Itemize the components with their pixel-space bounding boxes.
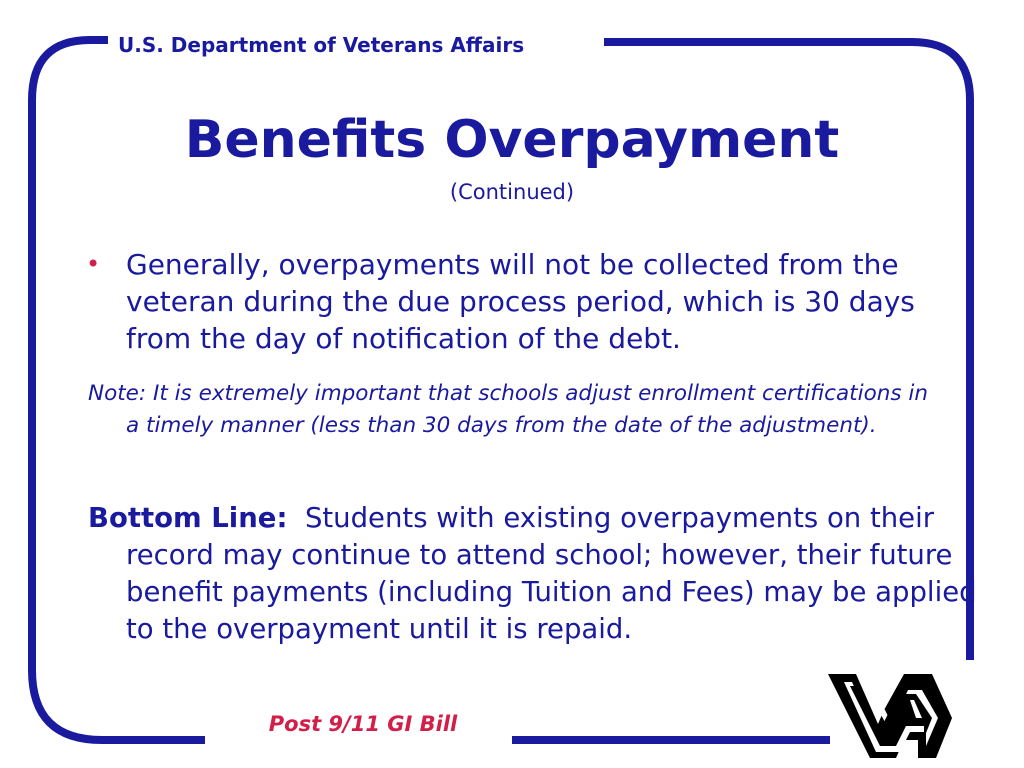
bullet-text: Generally, overpayments will not be collected from the veteran during the due process period, which is 30 days from the day of notification of the debt.	[126, 248, 915, 355]
bottom-line-text: Students with existing overpayments on their record may continue to attend school; however, their future benefit payments (including Tuition and Fees) may be applied to the overpayment until it is repaid.	[126, 502, 977, 645]
bottom-line-label: Bottom Line:	[88, 502, 288, 534]
header-label: U.S. Department of Veterans Affairs	[118, 33, 525, 57]
va-logo-icon	[826, 668, 954, 760]
bullet-icon: •	[86, 250, 101, 278]
footer-label: Post 9/11 GI Bill	[268, 712, 458, 736]
page-subtitle: (Continued)	[449, 180, 575, 204]
bottom-line-paragraph	[88, 500, 996, 648]
page-title: Benefits Overpayment	[184, 110, 840, 170]
note-text: Note: It is extremely important that schools adjust enrollment certifications in a timely manner (less than 30 days from the date of the adjustment).	[88, 381, 928, 438]
bullet-item	[86, 246, 926, 357]
